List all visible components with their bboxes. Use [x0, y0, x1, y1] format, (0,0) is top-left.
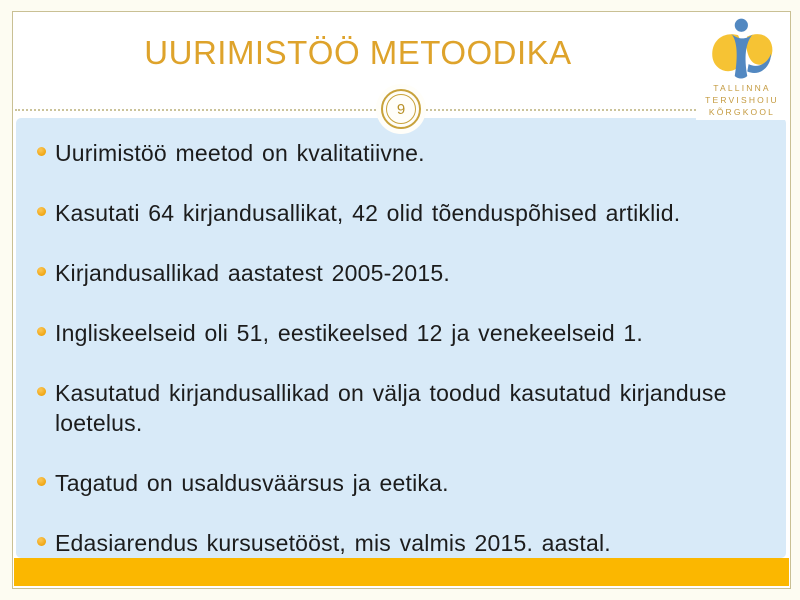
logo-text-line1: TALLINNA — [713, 83, 771, 93]
bullet-dot-icon — [37, 537, 46, 546]
bullet-text: Uurimistöö meetod on kvalitatiivne. — [55, 140, 425, 166]
logo-text-line2: TERVISHOIU — [705, 95, 779, 105]
page-title: UURIMISTÖÖ METOODIKA — [144, 34, 572, 71]
bullet-text: Kirjandusallikad aastatest 2005-2015. — [55, 260, 450, 286]
list-item — [24, 468, 770, 498]
bottom-accent-bar — [14, 558, 789, 586]
page-number-inner-ring — [386, 94, 416, 124]
page-number-badge — [381, 89, 421, 129]
bullet-dot-icon — [37, 267, 46, 276]
school-logo — [696, 14, 788, 120]
logo-text-line3: KÕRGKOOL — [708, 107, 776, 117]
list-item — [24, 258, 770, 288]
list-item — [24, 528, 770, 558]
bullet-text: Tagatud on usaldusväärsus ja eetika. — [55, 470, 449, 496]
tallinna-tervishoiu-korgkool-logo-icon — [709, 18, 775, 80]
list-item — [24, 378, 770, 438]
bullet-text: Edasiarendus kursusetööst, mis valmis 2015. aastal. — [55, 530, 611, 556]
slide — [12, 11, 791, 589]
bullet-text: Kasutatud kirjandusallikad on välja toodud kasutatud kirjanduse loetelus. — [55, 380, 727, 436]
bullet-list — [16, 118, 786, 558]
bullet-dot-icon — [37, 327, 46, 336]
list-item — [24, 198, 770, 228]
bullet-text: Kasutati 64 kirjandusallikat, 42 olid tõenduspõhised artiklid. — [55, 200, 681, 226]
bullet-dot-icon — [37, 147, 46, 156]
list-item — [24, 318, 770, 348]
slide-content-panel — [16, 118, 786, 558]
bullet-text: Ingliskeelseid oli 51, eestikeelsed 12 ja venekeelseid 1. — [55, 320, 643, 346]
bullet-dot-icon — [37, 207, 46, 216]
list-item — [24, 138, 770, 168]
bullet-dot-icon — [37, 387, 46, 396]
bullet-dot-icon — [37, 477, 46, 486]
page-number: 9 — [396, 100, 406, 118]
